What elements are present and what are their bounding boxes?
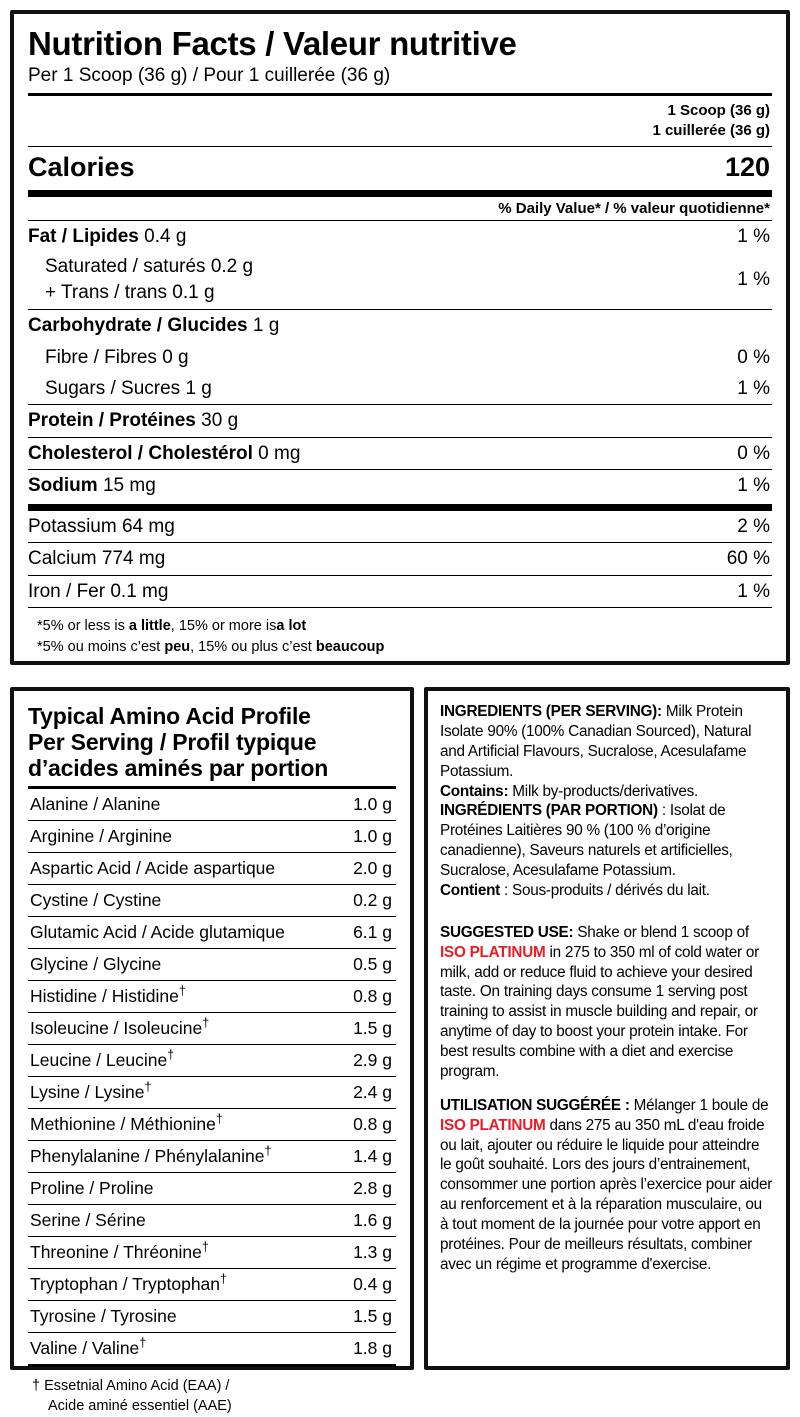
nutrient-name-potassium: Potassium 64 mg [28, 515, 175, 537]
amino-acid-amount: 0.2 g [353, 889, 392, 910]
amino-acid-name: Arginine / Arginine [30, 825, 173, 846]
contains-fr-block [440, 881, 774, 901]
amino-acid-amount: 0.8 g [353, 1113, 392, 1134]
amino-acid-row [28, 1237, 396, 1268]
nutrient-name-carbohydrate: Carbohydrate / Glucides 1 g [28, 315, 280, 337]
brand-name-fr: ISO PLATINUM [440, 1116, 546, 1134]
amino-acid-amount: 2.4 g [353, 1081, 392, 1102]
daily-value-footnote [28, 608, 772, 658]
amino-acid-name: Valine / Valine† [30, 1335, 147, 1358]
amino-acid-name: Alanine / Alanine [30, 793, 161, 814]
essential-amino-acid-dagger-icon: † [178, 983, 186, 998]
amino-acid-amount: 0.5 g [353, 953, 392, 974]
info-panel [424, 687, 790, 1370]
amino-acid-amount: 2.0 g [353, 857, 392, 878]
nutrient-name-sugars: Sugars / Sucres 1 g [45, 377, 212, 399]
amino-acid-name: Aspartic Acid / Acide aspartique [30, 857, 276, 878]
amino-acid-row [28, 1077, 396, 1108]
daily-value-footnote-en: *5% or less is a little, 15% or more isa lot [37, 618, 307, 635]
daily-value-header: % Daily Value* / % valeur quotidienne* [498, 199, 770, 217]
nutrient-name-calcium: Calcium 774 mg [28, 548, 166, 570]
amino-acid-row [28, 1013, 396, 1044]
ingredients-en-text: Milk Protein Isolate 90% (100% Canadian Sourced), Natural and Artificial Flavours, Sucralose, Acesulafame Potassium. [440, 703, 752, 780]
amino-acid-amount: 0.8 g [353, 985, 392, 1006]
amino-acid-row [28, 981, 396, 1012]
amino-acid-amount: 2.8 g [353, 1177, 392, 1198]
amino-acid-name: Isoleucine / Isoleucine† [30, 1015, 210, 1038]
ingredients-fr-text: : Isolat de Protéines Laitières 90 % (100 % d’origine canadienne), Saveurs naturels et artificielles, Sucralose, Acesulafame Potassium. [440, 802, 733, 879]
amino-acid-amount: 1.3 g [353, 1241, 392, 1262]
amino-acid-name: Threonine / Thréonine† [30, 1239, 209, 1262]
nutrient-dv-cholesterol: 0 % [737, 442, 770, 464]
amino-acid-row [28, 1109, 396, 1140]
amino-acid-amount: 1.4 g [353, 1145, 392, 1166]
nutrient-name-trans: + Trans / trans 0.1 g [45, 282, 215, 304]
amino-acid-name: Phenylalanine / Phénylalanine† [30, 1143, 272, 1166]
nutrition-facts-panel [10, 10, 790, 665]
amino-acid-title-line3: d’acides aminés par portion [28, 755, 329, 782]
suggested-use-en-text2: in 275 to 350 ml of cold water or milk, add or reduce fluid to achieve your desired taste. On training days consume 1 serving post training to assist in muscle building and repair, or anytime of day to boost your protein intake. For best results combine with a diet and exercise program. [440, 943, 759, 1080]
amino-acid-row [28, 885, 396, 916]
amino-acid-name: Leucine / Leucine† [30, 1047, 175, 1070]
amino-acid-name: Histidine / Histidine† [30, 983, 186, 1006]
suggested-use-en-block [440, 923, 774, 1082]
amino-acid-amount: 2.9 g [353, 1049, 392, 1070]
nutrient-name-fibre: Fibre / Fibres 0 g [45, 346, 189, 368]
serving-size-line: Per 1 Scoop (36 g) / Pour 1 cuillerée (36 g) [28, 64, 391, 86]
nutrient-row-protein [28, 405, 772, 436]
contains-en-block [440, 782, 774, 802]
nutrient-row-iron [28, 576, 772, 607]
amino-acid-name: Methionine / Méthionine† [30, 1111, 223, 1134]
nutrient-row-saturated-trans [28, 252, 772, 309]
nutrient-dv-iron: 1 % [737, 580, 770, 602]
suggested-use-fr-text2: dans 275 au 350 mL d'eau froide ou lait, ajouter ou réduire le liquide pour atteindre le goût souhaité. Lors des jours d’entrainement, consommer une portion après l’exercice pour aider au renforcement et à la réparation musculaire, ou à tout moment de la journée pour votre apport en protéines. Pour de meilleurs résultats, combiner avec un régime et programme d'exercise. [440, 1116, 773, 1273]
nutrient-row-calcium [28, 543, 772, 574]
contains-en-text: Milk by-products/derivatives. [508, 782, 699, 800]
nutrient-row-cholesterol [28, 438, 772, 469]
nutrient-dv-potassium: 2 % [737, 515, 770, 537]
nutrient-name-sodium: Sodium 15 mg [28, 475, 156, 497]
nutrient-dv-fat: 1 % [737, 225, 770, 247]
essential-amino-acid-dagger-icon: † [264, 1143, 272, 1158]
contains-en-label: Contains: [440, 782, 509, 800]
nutrient-dv-fibre: 0 % [737, 346, 770, 368]
essential-amino-acid-dagger-icon: † [220, 1271, 228, 1286]
nutrient-row-fat [28, 221, 772, 252]
amino-acid-name: Lysine / Lysine† [30, 1079, 152, 1102]
nutrient-dv-sugars: 1 % [737, 377, 770, 399]
calories-value: 120 [724, 151, 770, 182]
brand-name-en: ISO PLATINUM [440, 943, 546, 961]
essential-amino-acid-dagger-icon: † [139, 1335, 147, 1350]
essential-amino-acid-dagger-icon: † [167, 1047, 175, 1062]
suggested-use-fr-block [440, 1096, 774, 1275]
calories-label: Calories [28, 151, 135, 182]
contains-fr-text: : Sous-produits / dérivés du lait. [500, 881, 710, 899]
essential-amino-acid-dagger-icon: † [144, 1079, 152, 1094]
nutrient-row-potassium [28, 511, 772, 542]
amino-acid-amount: 1.5 g [353, 1305, 392, 1326]
amino-acid-name: Glycine / Glycine [30, 953, 162, 974]
nutrient-name-fat: Fat / Lipides 0.4 g [28, 225, 187, 247]
amino-acid-row [28, 917, 396, 948]
amino-acid-row [28, 1269, 396, 1300]
amino-acid-amount: 6.1 g [353, 921, 392, 942]
amino-acid-name: Serine / Sérine [30, 1209, 146, 1230]
amino-acid-amount: 1.0 g [353, 825, 392, 846]
nutrient-name-cholesterol: Cholesterol / Cholestérol 0 mg [28, 442, 301, 464]
suggested-use-fr-text1: Mélanger 1 boule de [629, 1096, 769, 1114]
amino-acid-table [28, 789, 396, 1364]
amino-acid-row [28, 949, 396, 980]
serving-column-en: 1 Scoop (36 g) [667, 102, 770, 120]
ingredients-fr-label: INGRÉDIENTS (PAR PORTION) [440, 802, 658, 820]
amino-acid-name: Tyrosine / Tyrosine [30, 1305, 177, 1326]
amino-acid-row [28, 1173, 396, 1204]
amino-acid-name: Proline / Proline [30, 1177, 154, 1198]
nutrient-dv-saturated-trans: 1 % [737, 269, 770, 291]
amino-acid-footnote-line2: Acide aminé essentiel (AAE) [48, 1398, 232, 1415]
nutrition-facts-title: Nutrition Facts / Valeur nutritive [28, 25, 517, 62]
nutrient-dv-calcium: 60 % [726, 548, 770, 570]
amino-acid-title-line2: Per Serving / Profil typique [28, 729, 317, 756]
amino-acid-name: Cystine / Cystine [30, 889, 162, 910]
contains-fr-label: Contient [440, 881, 501, 899]
suggested-use-fr-label: UTILISATION SUGGÉRÉE : [440, 1096, 630, 1114]
nutrient-dv-sodium: 1 % [737, 475, 770, 497]
amino-acid-title [28, 703, 396, 782]
ingredients-en-label: INGREDIENTS (PER SERVING): [440, 703, 662, 720]
amino-acid-panel [10, 687, 414, 1415]
amino-acid-amount: 1.6 g [353, 1209, 392, 1230]
nutrient-name-iron: Iron / Fer 0.1 mg [28, 580, 169, 602]
amino-acid-row [28, 1333, 396, 1364]
serving-column-header [28, 96, 772, 146]
amino-acid-footnote-line1: † Essetnial Amino Acid (EAA) / [32, 1377, 230, 1394]
amino-acid-row [28, 1205, 396, 1236]
amino-acid-row [28, 853, 396, 884]
nutrient-name-saturated-trans [28, 254, 253, 306]
amino-acid-row [28, 1301, 396, 1332]
amino-acid-amount: 1.8 g [353, 1337, 392, 1358]
nutrient-name-protein: Protein / Protéines 30 g [28, 410, 239, 432]
amino-acid-name: Tryptophan / Tryptophan† [30, 1271, 228, 1294]
lower-panels-row [10, 687, 790, 1415]
amino-acid-footnote [28, 1367, 396, 1417]
ingredients-en-block [440, 702, 774, 782]
amino-acid-amount: 1.5 g [353, 1017, 392, 1038]
calories-row [28, 147, 772, 190]
divider-above-minerals [28, 504, 772, 511]
ingredients-fr-block [440, 801, 774, 881]
amino-acid-name: Glutamic Acid / Acide glutamique [30, 921, 285, 942]
divider-under-calories [28, 190, 772, 197]
suggested-use-en-label: SUGGESTED USE: [440, 923, 574, 941]
serving-column-fr: 1 cuillerée (36 g) [652, 122, 770, 140]
nutrient-row-carbohydrate [28, 310, 772, 341]
nutrient-row-sodium [28, 470, 772, 501]
amino-acid-row [28, 821, 396, 852]
essential-amino-acid-dagger-icon: † [215, 1111, 223, 1126]
amino-acid-amount: 1.0 g [353, 793, 392, 814]
suggested-use-en-text1: Shake or blend 1 scoop of [573, 923, 749, 941]
amino-acid-amount: 0.4 g [353, 1273, 392, 1294]
nutrient-row-fibre [28, 342, 772, 373]
essential-amino-acid-dagger-icon: † [201, 1239, 209, 1254]
amino-acid-row [28, 1141, 396, 1172]
amino-acid-row [28, 1045, 396, 1076]
amino-acid-title-line1: Typical Amino Acid Profile [28, 703, 311, 729]
daily-value-footnote-fr: *5% ou moins c’est peu, 15% ou plus c’est beaucoup [37, 639, 385, 656]
nutrient-row-sugars [28, 373, 772, 404]
nutrient-name-saturated: Saturated / saturés 0.2 g [45, 256, 254, 278]
essential-amino-acid-dagger-icon: † [202, 1015, 210, 1030]
amino-acid-row [28, 789, 396, 820]
